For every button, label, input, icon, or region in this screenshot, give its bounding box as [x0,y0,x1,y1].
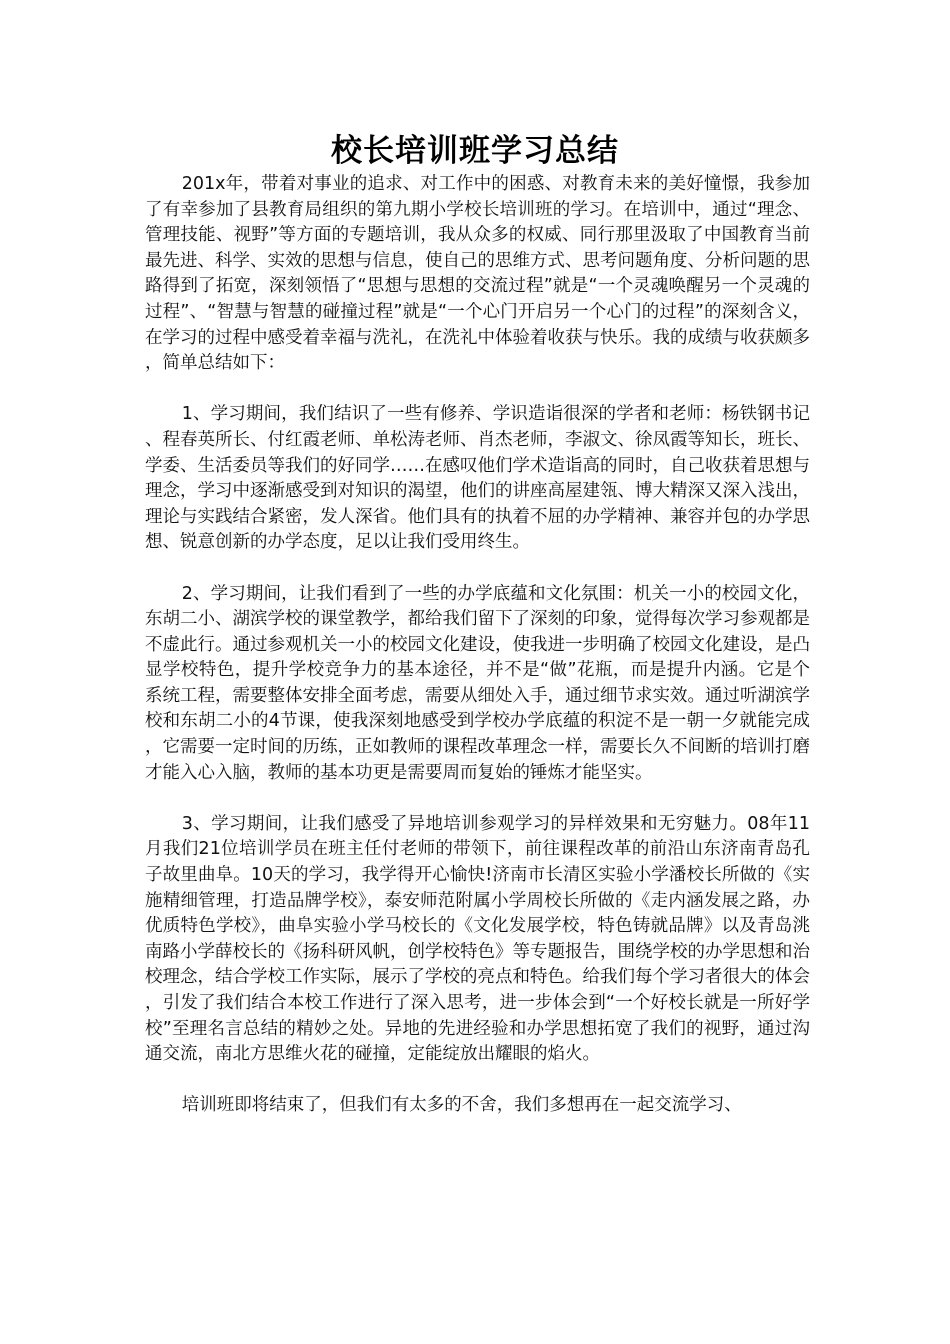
intro-paragraph: 201x年，带着对事业的追求、对工作中的困惑、对教育未来的美好憧憬，我参加了有幸参加了县教育局组织的第九期小学校长培训班的学习。在培训中，通过“理念、管理技能、视野”等方面的专题培训，我从众多的权威、同行那里汲取了中国教育当前最先进、科学、实效的思想与信息，使自己的思维方式、思考问题角度、分析问题的思路得到了拓宽，深刻领悟了“思想与思想的交流过程”就是“一个灵魂唤醒另一个灵魂的过程”、“智慧与智慧的碰撞过程”就是“一个心门开启另一个心门的过程”的深刻含义，在学习的过程中感受着幸福与洗礼，在洗礼中体验着收获与快乐。我的成绩与收获颇多，简单总结如下： [145,174,811,374]
closing-paragraph: 培训班即将结束了，但我们有太多的不舍，我们多想再在一起交流学习、 [181,1095,742,1116]
paragraph-spacer [145,377,810,403]
point-3-paragraph: 3、学习期间，让我们感受了异地培训参观学习的异样效果和无穷魅力。08年11月我们21位培训学员在班主任付老师的带领下，前往课程改革的前沿山东济南青岛孔子故里曲阜。10天的学习，我学得开心愉快!济南市长清区实验小学潘校长所做的《实施精细管理，打造品牌学校》，泰安师范附属小学周校长所做的《走内涵发展之路，办优质特色学校》，曲阜实验小学马校长的《文化发展学校，特色铸就品牌》以及青岛洮南路小学薛校长的《扬科研风帆，创学校特色》等专题报告，围绕学校的办学思想和治校理念，结合学校工作实际，展示了学校的亮点和特色。给我们每个学习者很大的体会，引发了我们结合本校工作进行了深入思考，进一步体会到“一个好校长就是一所好学校”至理名言总结的精妙之处。异地的先进经验和办学思想拓宽了我们的视野，通过沟通交流，南北方思维火花的碰撞，定能绽放出耀眼的焰火。 [145,813,810,1065]
paragraph-spacer [145,786,810,812]
paragraph-spacer [145,1068,810,1094]
document-body [145,172,810,1119]
paragraph-spacer [145,556,810,582]
document-title: 校长培训班学习总结 [331,133,619,169]
point-1-paragraph: 1、学习期间，我们结识了一些有修养、学识造诣很深的学者和老师：杨铁钢书记、程春英所长、付红霞老师、单松涛老师、肖杰老师，李淑文、徐凤霞等知长，班长、学委、生活委员等我们的好同学……在感叹他们学术造诣高的同时，自己收获着思想与理念，学习中逐渐感受到对知识的渴望，他们的讲座高屋建瓴、博大精深又深入浅出，理论与实践结合紧密，发人深省。他们具有的执着不屈的办学精神、兼容并包的办学思想、锐意创新的办学态度，足以让我们受用终生。 [145,404,810,553]
point-2-paragraph: 2、学习期间，让我们看到了一些的办学底蕴和文化氛围：机关一小的校园文化，东胡二小、湖滨学校的课堂教学，都给我们留下了深刻的印象，觉得每次学习参观都是不虚此行。通过参观机关一小的校园文化建设，使我进一步明确了校园文化建设，是凸显学校特色，提升学校竞争力的基本途径，并不是“做”花瓶，而是提升内涵。它是个系统工程，需要整体安排全面考虑，需要从细处入手，通过细节求实效。通过听湖滨学校和东胡二小的4节课，使我深刻地感受到学校办学底蕴的积淀不是一朝一夕就能完成，它需要一定时间的历练，正如教师的课程改革理念一样，需要长久不间断的培训打磨才能入心入脑，教师的基本功更是需要周而复始的锤炼才能坚实。 [145,583,810,783]
